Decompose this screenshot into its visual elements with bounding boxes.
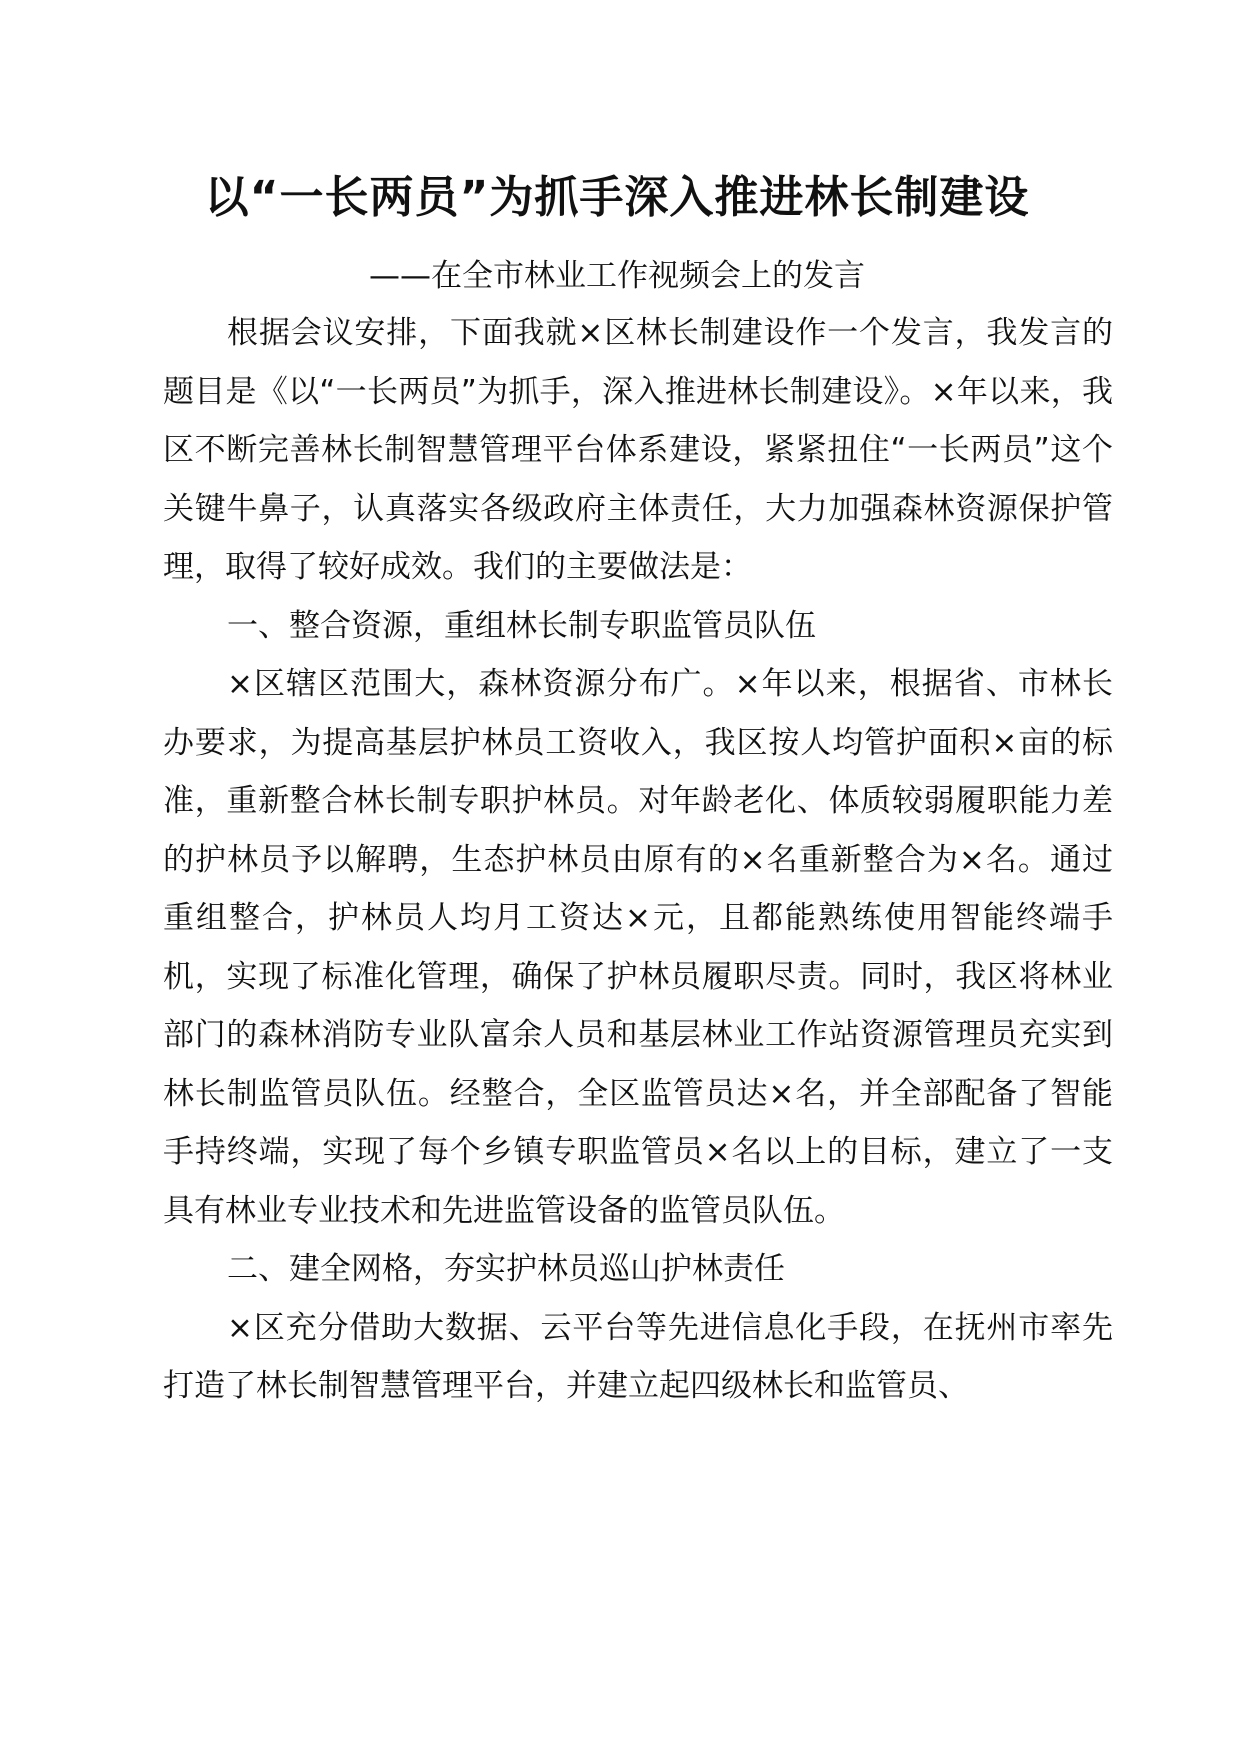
section-1-paragraph: ×区辖区范围大，森林资源分布广。×年以来，根据省、市林长办要求，为提高基层护林员工资收入，我区按人均管护面积×亩的标准，重新整合林长制专职护林员。对年龄老化、体质较弱履职能力差的护林员予以解聘，生态护林员由原有的×名重新整合为×名。通过重组整合，护林员人均月工资达×元，且都能熟练使用智能终端手机，实现了标准化管理，确保了护林员履职尽责。同时，我区将林业部门的森林消防专业队富余人员和基层林业工作站资源管理员充实到林长制监管员队伍。经整合，全区监管员达×名，并全部配备了智能手持终端，实现了每个乡镇专职监管员×名以上的目标，建立了一支具有林业专业技术和先进监管设备的监管员队伍。 [163,666,1113,1229]
document-body [163,304,1113,1416]
section-heading-2: 二、建全网格，夯实护林员巡山护林责任 [227,1251,785,1287]
section-2-paragraph: ×区充分借助大数据、云平台等先进信息化手段，在抚州市率先打造了林长制智慧管理平台，并建立起四级林长和监管员、 [163,1309,1113,1404]
page-title: 以“一长两员”为抓手深入推进林长制建设 [204,172,1030,223]
intro-paragraph: 根据会议安排，下面我就×区林长制建设作一个发言，我发言的题目是《以“一长两员”为抓手，深入推进林长制建设》。×年以来，我区不断完善林长制智慧管理平台体系建设，紧紧扭住“一长两员”这个关键牛鼻子，认真落实各级政府主体责任，大力加强森林资源保护管理，取得了较好成效。我们的主要做法是： [163,315,1113,585]
page-subtitle: ——在全市林业工作视频会上的发言 [369,258,865,294]
section-heading-1: 一、整合资源，重组林长制专职监管员队伍 [227,607,816,644]
